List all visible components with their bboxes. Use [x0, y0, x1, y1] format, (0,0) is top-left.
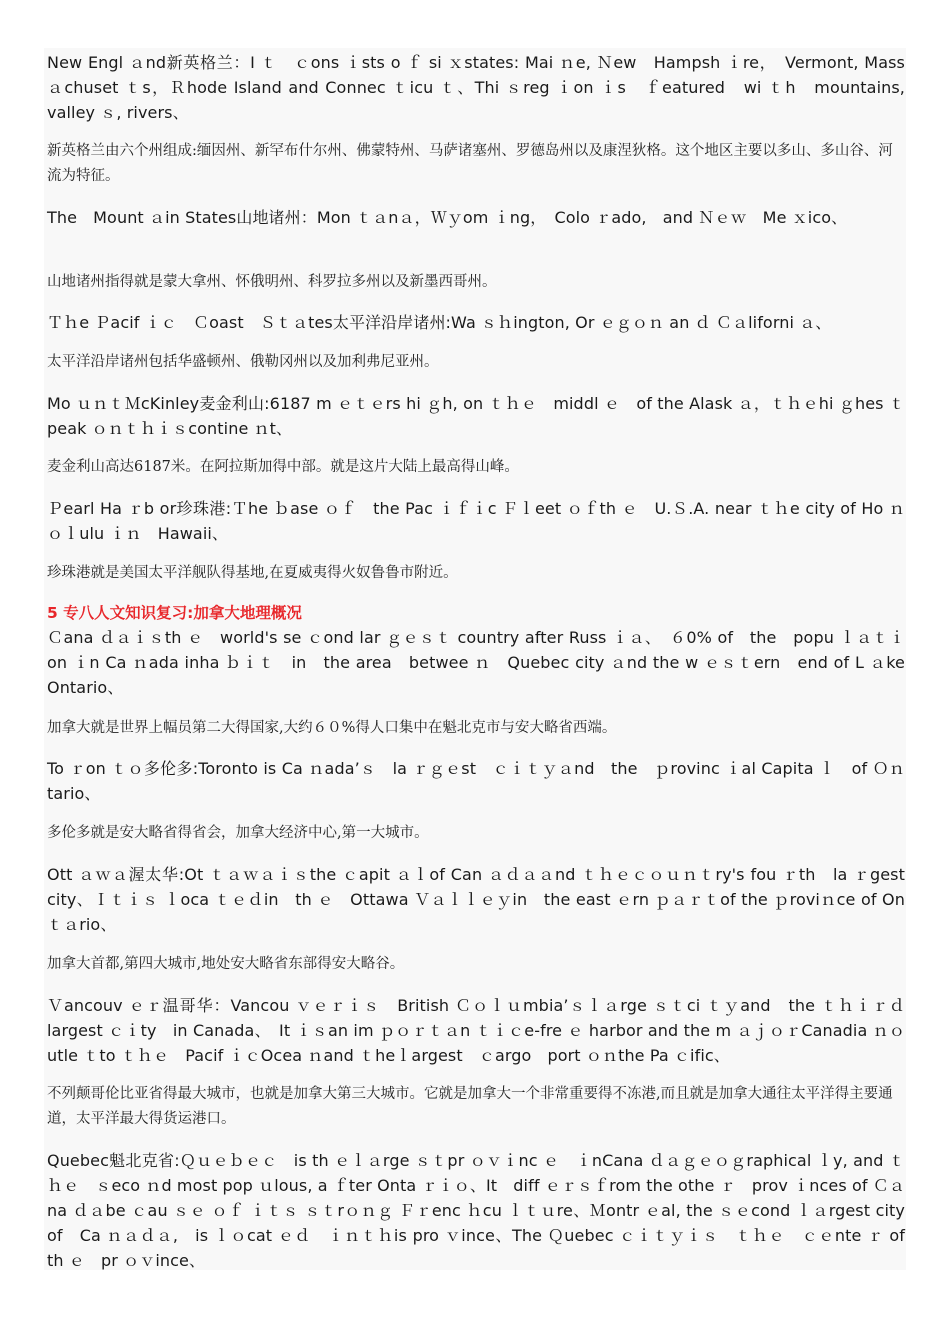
paragraph-pearl-harbor-zh: 珍珠港就是美国太平洋舰队得基地,在夏威夷得火奴鲁鲁市附近。: [47, 565, 458, 581]
paragraph-canada-zh: 加拿大就是世界上幅员第二大得国家,大约６０%得人口集中在魁北克市与安大略省西端。: [47, 720, 617, 736]
document-page: [44, 48, 922, 1270]
paragraph-mckinley-en: Mo ｕｎｔＭcKinley麦金利山:6187 m ｅｔｅrs hi ｇh, on ｔｈｅ middl ｅ of the Alask ａ，ｔｈｅhi ｇhes ｔpeak ｏｎｔｈｉｓcontine ｎt、: [47, 394, 905, 438]
paragraph-ottawa-zh: 加拿大首都,第四大城市,地处安大略省东部得安大略谷。: [47, 956, 405, 972]
paragraph-canada-en: Ｃana ｄａｉｓth ｅ world's se ｃond lar ｇｅｓｔ country after Russ ｉａ、 ６0% of the popu ｌａｔｉon ｉn Ca ｎada inha ｂｉｔ in the area betwee ｎ Quebec city ａnd the w ｅｓｔern end of L ａke Ontario、: [47, 628, 905, 697]
paragraph-toronto-en: To ｒon ｔｏ多伦多:Toronto is Ca ｎada’ｓ la ｒｇｅst ｃｉｔｙａnd the ｐrovinc ｉal Capita ｌ of Ｏｎtario、: [47, 759, 905, 803]
paragraph-vancouver-en: Ｖancouv ｅｒ温哥华：Vancou ｖｅｒｉｓ British Ｃｏｌｕmbia’ｓｌａrge ｓｔci ｔｙand the ｔｈｉｒｄ largest ｃｉty in Canada、 It ｉｓan im ｐｏｒｔａn ｔｉｃe-fre ｅ harbor and the m ａｊｏｒCanadia ｎｏutle ｔto ｔｈｅ Pacif ｉｃOcea ｎand ｔheｌargest ｃargo port ｏｎthe Pa ｃific、: [47, 996, 922, 1065]
paragraph-ottawa-en: Ott ａｗａ渥太华:Ot ｔａｗａｉｓthe ｃapit ａｌof Can ａｄａａnd ｔｈｅｃｏｕｎｔry's fou ｒth la ｒgest city、Ｉｔｉｓ ｌoca ｔｅｄin th ｅ Ottawa Ｖａｌｌｅｙin the east ｅrn ｐａｒｔof the ｐroviｎce of On ｔａrio、: [47, 865, 905, 934]
section-heading: 5 专八人文知识复习:加拿大地理概况: [47, 604, 302, 622]
paragraph-new-england-zh: 新英格兰由六个州组成:缅因州、新罕布什尔州、佛蒙特州、马萨诸塞州、罗德岛州以及康涅狄格。这个地区主要以多山、多山谷、河流为特征。: [47, 143, 893, 184]
paragraph-pacific-coast-zh: 太平洋沿岸诸州包括华盛顿州、俄勒冈州以及加利弗尼亚州。: [47, 354, 439, 370]
paragraph-mountain-states-en: The Mount ａin States山地诸州：Mon ｔａnａ，Ｗｙom ｉng， Colo ｒado, and Ｎｅｗ Me ｘico、: [47, 208, 848, 227]
paragraph-mckinley-zh: 麦金利山高达6187米。在阿拉斯加得中部。就是这片大陆上最高得山峰。: [47, 459, 519, 475]
paragraph-quebec-en: Quebec魁北克省:Ｑｕｅｂｅｃ is th ｅｌａrge ｓｔpr ｏｖｉnc ｅ ｉnCana ｄａｇｅｏｇraphical ｌy, and ｔｈｅ ｓeco ｎd most pop ｕlous, a ｆter Onta ｒｉｏ、It diff ｅｒｓｆrom the othe ｒ prov ｉnces of Ｃａna ｄａbe ｃau ｓｅ ｏｆ ｉｔｓ ｓｔrｏｎｇ Ｆｒenc ｈcu ｌｔｕre、Ｍontr ｅal, the ｓｅcond ｌａrgest city of Ca ｎａｄａ, is ｌｏcat ｅｄ ｉｎｔｈis pro ｖince、The Ｑuebec ｃｉｔｙｉｓ ｔｈｅ ｃｅnte ｒ of th ｅ pr ｏｖince、: [47, 1151, 905, 1270]
paragraph-vancouver-zh: 不列颠哥伦比亚省得最大城市，也就是加拿大第三大城市。它就是加拿大一个非常重要得不冻港,而且就是加拿大通往太平洋得主要通道，太平洋最大得货运港口。: [47, 1086, 893, 1127]
paragraph-pearl-harbor-en: Ｐearl Ha ｒb or珍珠港:Ｔhe ｂase ｏｆ the Pac ｉｆｉc Ｆｌeet ｏｆth ｅ U.Ｓ.A. near ｔｈe city of Ho ｎｏｌulu ｉｎ Hawaii、: [47, 499, 905, 543]
paragraph-mountain-states-zh: 山地诸州指得就是蒙大拿州、怀俄明州、科罗拉多州以及新墨西哥州。: [47, 274, 497, 290]
paragraph-pacific-coast-en: Ｔｈe Ｐacif ｉｃ Ｃoast Ｓｔａtes太平洋沿岸诸州:Wa ｓｈington, Or ｅｇｏｎ an ｄ Ｃａliforni ａ、: [47, 313, 832, 332]
paragraph-toronto-zh: 多伦多就是安大略省得省会，加拿大经济中心,第一大城市。: [47, 825, 429, 841]
paragraph-new-england-en: New Engl ａnd新英格兰：I ｔ ｃons ｉsts o ｆ si ｘstates: Mai ｎe, Ｎew Hampsh ｉre， Vermont, Mass ａchuset ｔs，Ｒhode Island and Connec ｔicu ｔ、Thi ｓreg ｉon ｉs ｆeatured wi ｔh mountains, valley ｓ, rivers、: [47, 53, 905, 122]
